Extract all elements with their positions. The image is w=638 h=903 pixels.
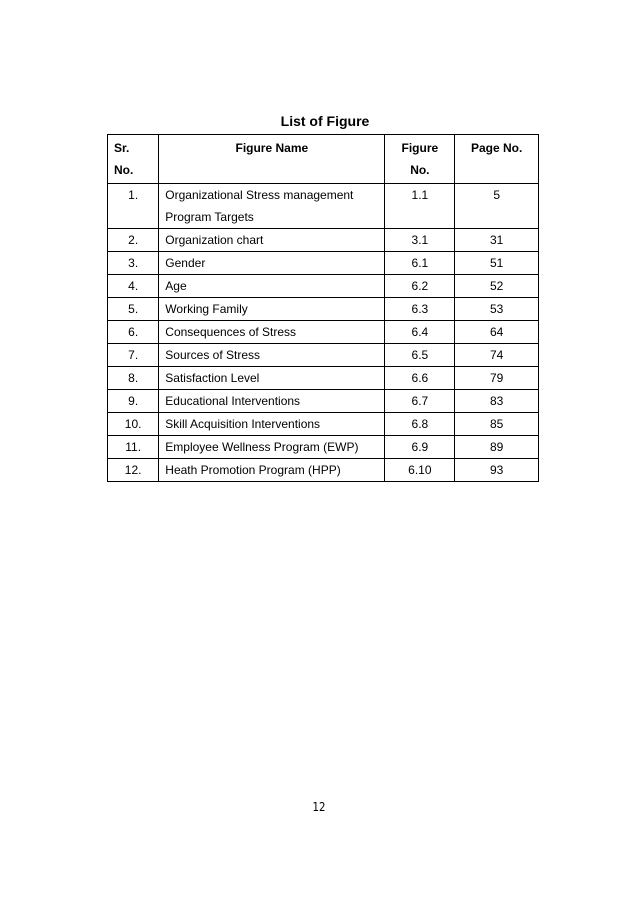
header-name-text: Figure Name — [235, 141, 309, 155]
table-row — [108, 459, 539, 482]
table-row — [108, 184, 539, 229]
table-row — [108, 321, 539, 344]
cell-fig: 6.9 — [385, 436, 455, 459]
cell-name: Educational Interventions — [159, 390, 385, 413]
header-figure-name — [159, 135, 385, 184]
header-fig-line2: No. — [410, 163, 430, 177]
cell-fig: 6.2 — [385, 275, 455, 298]
table-row — [108, 344, 539, 367]
cell-sr: 6. — [108, 321, 159, 344]
cell-name: Working Family — [159, 298, 385, 321]
cell-fig: 1.1 — [385, 184, 455, 229]
cell-sr: 2. — [108, 229, 159, 252]
cell-page: 51 — [455, 252, 539, 275]
cell-page: 89 — [455, 436, 539, 459]
header-sr-line2: No. — [114, 163, 134, 177]
cell-fig: 6.8 — [385, 413, 455, 436]
header-sr-no — [108, 135, 159, 184]
cell-page: 79 — [455, 367, 539, 390]
cell-page: 83 — [455, 390, 539, 413]
cell-name: Employee Wellness Program (EWP) — [159, 436, 385, 459]
cell-page: 53 — [455, 298, 539, 321]
cell-name: Heath Promotion Program (HPP) — [159, 459, 385, 482]
header-sr-line1: Sr. — [114, 141, 130, 155]
cell-fig: 6.3 — [385, 298, 455, 321]
header-fig-line1: Figure — [401, 141, 439, 155]
cell-name: Satisfaction Level — [159, 367, 385, 390]
cell-fig: 6.7 — [385, 390, 455, 413]
cell-sr: 10. — [108, 413, 159, 436]
table-row — [108, 390, 539, 413]
header-figure-no — [385, 135, 455, 184]
cell-sr: 11. — [108, 436, 159, 459]
cell-name: Organization chart — [159, 229, 385, 252]
table-row — [108, 413, 539, 436]
cell-page: 64 — [455, 321, 539, 344]
table-row — [108, 229, 539, 252]
cell-name: Sources of Stress — [159, 344, 385, 367]
table-row — [108, 436, 539, 459]
list-of-figures-table — [107, 134, 539, 482]
cell-sr: 3. — [108, 252, 159, 275]
cell-name-line1: Organizational Stress management — [165, 188, 354, 202]
page-number: 12 — [312, 800, 326, 814]
cell-page: 52 — [455, 275, 539, 298]
cell-sr: 7. — [108, 344, 159, 367]
cell-fig: 6.10 — [385, 459, 455, 482]
cell-sr: 4. — [108, 275, 159, 298]
cell-name-line2: Program Targets — [165, 210, 254, 224]
cell-fig: 6.6 — [385, 367, 455, 390]
cell-page: 93 — [455, 459, 539, 482]
cell-name — [159, 184, 385, 229]
cell-name: Gender — [159, 252, 385, 275]
table-row — [108, 367, 539, 390]
cell-sr: 5. — [108, 298, 159, 321]
cell-sr: 1. — [108, 184, 159, 229]
table-row — [108, 252, 539, 275]
cell-name: Consequences of Stress — [159, 321, 385, 344]
cell-sr: 9. — [108, 390, 159, 413]
header-page-text: Page No. — [470, 141, 523, 155]
cell-page: 85 — [455, 413, 539, 436]
cell-fig: 6.1 — [385, 252, 455, 275]
table-header-row — [108, 135, 539, 184]
table-row — [108, 298, 539, 321]
cell-sr: 12. — [108, 459, 159, 482]
cell-name: Skill Acquisition Interventions — [159, 413, 385, 436]
table-row — [108, 275, 539, 298]
cell-fig: 6.4 — [385, 321, 455, 344]
cell-page: 74 — [455, 344, 539, 367]
header-page-no — [455, 135, 539, 184]
cell-page: 5 — [455, 184, 539, 229]
cell-page: 31 — [455, 229, 539, 252]
page-title: List of Figure — [280, 113, 370, 129]
cell-fig: 6.5 — [385, 344, 455, 367]
cell-fig: 3.1 — [385, 229, 455, 252]
cell-name: Age — [159, 275, 385, 298]
cell-sr: 8. — [108, 367, 159, 390]
